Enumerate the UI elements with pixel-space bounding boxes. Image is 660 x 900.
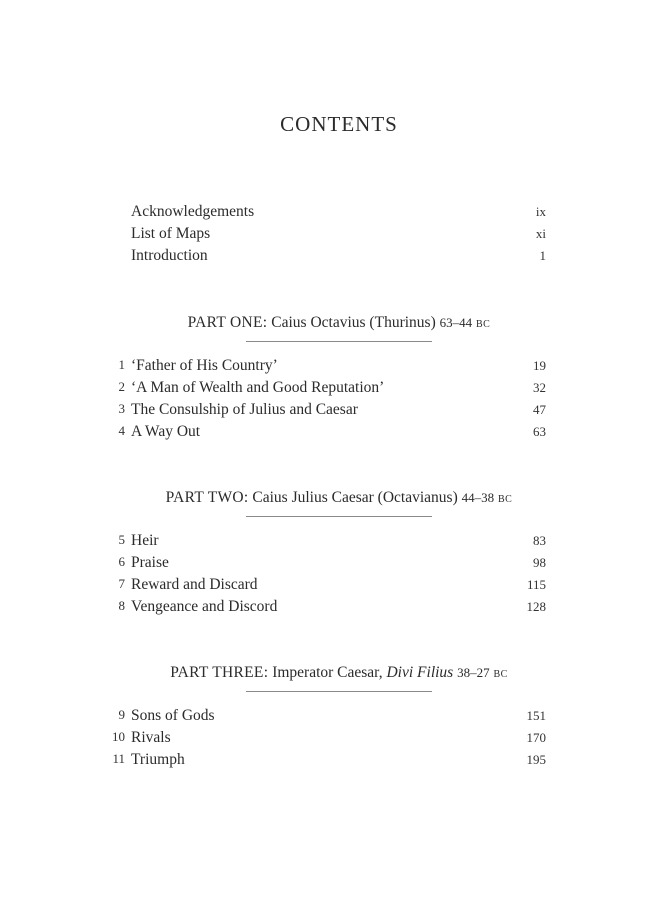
- part-subject: Caius Julius Caesar (Octavianus): [252, 489, 458, 506]
- chapter-page: 98: [533, 555, 546, 570]
- chapter-page: 19: [533, 358, 546, 373]
- part-dates: 44–38: [461, 490, 495, 505]
- chapter-row: [118, 598, 546, 620]
- entry-page: 1: [539, 248, 546, 263]
- part-heading: [0, 489, 660, 507]
- chapter-page: 195: [526, 752, 546, 767]
- chapter-row: [118, 707, 546, 729]
- part-divider: [246, 691, 432, 692]
- chapter-row: [118, 379, 546, 401]
- chapter-page: 151: [526, 708, 546, 723]
- chapter-page: 128: [526, 599, 546, 614]
- chapter-number: 1: [118, 357, 125, 372]
- chapter-number: 6: [118, 554, 125, 569]
- part-label: PART ONE:: [187, 314, 268, 331]
- chapter-row: [112, 729, 546, 751]
- entry-page: xi: [535, 226, 546, 241]
- page-title: CONTENTS: [280, 112, 398, 136]
- part-label: PART THREE:: [170, 664, 269, 681]
- entry-page: ix: [535, 204, 546, 219]
- part-dates: 63–44: [439, 315, 473, 330]
- chapter-row: [118, 576, 546, 598]
- chapter-page: 83: [533, 533, 546, 548]
- chapter-title: Sons of Gods: [131, 707, 215, 724]
- chapter-number: 8: [118, 598, 125, 613]
- chapter-page: 47: [533, 402, 546, 417]
- entry-label: Introduction: [131, 247, 208, 264]
- chapter-title: Heir: [131, 532, 159, 549]
- entry-label: List of Maps: [131, 225, 211, 242]
- part-divider: [246, 516, 432, 517]
- chapter-title: A Way Out: [131, 423, 201, 440]
- part-subject: Caius Octavius (Thurinus): [271, 314, 436, 331]
- chapter-title: Triumph: [131, 751, 185, 768]
- chapter-number: 2: [118, 379, 125, 394]
- chapter-number: 9: [118, 707, 125, 722]
- front-matter-row: [131, 203, 546, 225]
- chapter-row: [118, 357, 546, 379]
- part-era: BC: [498, 494, 513, 505]
- chapter-title: Vengeance and Discord: [131, 598, 278, 615]
- front-matter-row: [131, 225, 546, 247]
- chapter-row: [118, 401, 546, 423]
- chapter-page: 170: [526, 730, 546, 745]
- chapter-number: 4: [118, 423, 125, 438]
- part-heading: [0, 314, 660, 332]
- chapter-row: [118, 532, 546, 554]
- chapter-row: [118, 554, 546, 576]
- part-era: BC: [475, 319, 491, 330]
- part-subject: Imperator Caesar,: [272, 664, 383, 681]
- chapter-title: Reward and Discard: [131, 576, 258, 593]
- part-era: BC: [493, 669, 508, 680]
- part-divider: [246, 341, 432, 342]
- entry-label: Acknowledgements: [131, 203, 255, 220]
- chapter-title: ‘A Man of Wealth and Good Reputation’: [131, 379, 385, 396]
- chapter-page: 32: [533, 380, 546, 395]
- chapter-number: 7: [118, 576, 125, 591]
- chapter-page: 115: [526, 577, 546, 592]
- part-subject-italic: Divi Filius: [386, 664, 454, 681]
- chapter-number: 3: [118, 401, 125, 416]
- chapter-number: 5: [118, 532, 125, 547]
- chapter-number: 10: [112, 729, 125, 744]
- chapter-title: The Consulship of Julius and Caesar: [131, 401, 358, 418]
- chapter-page: 63: [533, 424, 546, 439]
- chapter-number: 11: [112, 751, 125, 766]
- chapter-row: [112, 751, 546, 773]
- part-heading: [0, 664, 660, 682]
- part-label: PART TWO:: [165, 489, 249, 506]
- chapter-row: [118, 423, 546, 445]
- part-dates: 38–27: [457, 665, 490, 680]
- front-matter-row: [131, 247, 546, 269]
- chapter-title: ‘Father of His Country’: [131, 357, 278, 374]
- chapter-title: Rivals: [131, 729, 171, 746]
- chapter-title: Praise: [131, 554, 169, 571]
